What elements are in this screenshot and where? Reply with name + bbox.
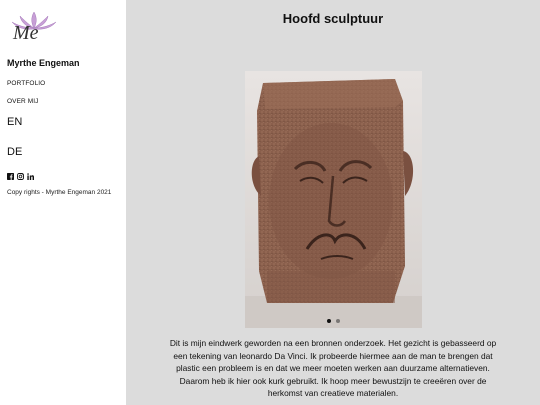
slider-dots [126,319,540,323]
copyright: Copy rights - Myrthe Engeman 2021 [7,189,112,196]
instagram-icon[interactable] [17,173,24,180]
language-en[interactable]: EN [7,116,23,128]
nav-over-mij[interactable]: OVER MIJ [7,98,39,105]
social-links [7,173,126,180]
page-title: Hoofd sculptuur [282,11,384,26]
main-content [126,0,540,405]
sculpture-photo [245,71,422,328]
facebook-icon[interactable] [7,173,14,180]
logo-text: Me [13,22,39,44]
language-de[interactable]: DE [7,146,23,158]
nav-portfolio[interactable]: PORTFOLIO [7,80,46,87]
description: Dit is mijn eindwerk geworden na een bronnen onderzoek. Het gezicht is gebasseerd op een tekening van leonardo Da Vinci. Ik probeerde hiermee aan de man te brengen dat plastic een probleem is en dat we meer moeten werken aan duurzame alternatieven. Daarom heb ik hier ook kurk gebruikt. Ik hoop meer bewustzijn te creeëren over de herkomst van creatieve materialen. [169,338,497,399]
sculpture-image[interactable] [245,71,422,328]
logo[interactable] [7,8,61,44]
slider-dot-1[interactable] [327,319,331,323]
linkedin-icon[interactable] [27,173,34,180]
slider-dot-2[interactable] [336,319,340,323]
site-name[interactable]: Myrthe Engeman [7,58,80,68]
sidebar [0,0,126,405]
